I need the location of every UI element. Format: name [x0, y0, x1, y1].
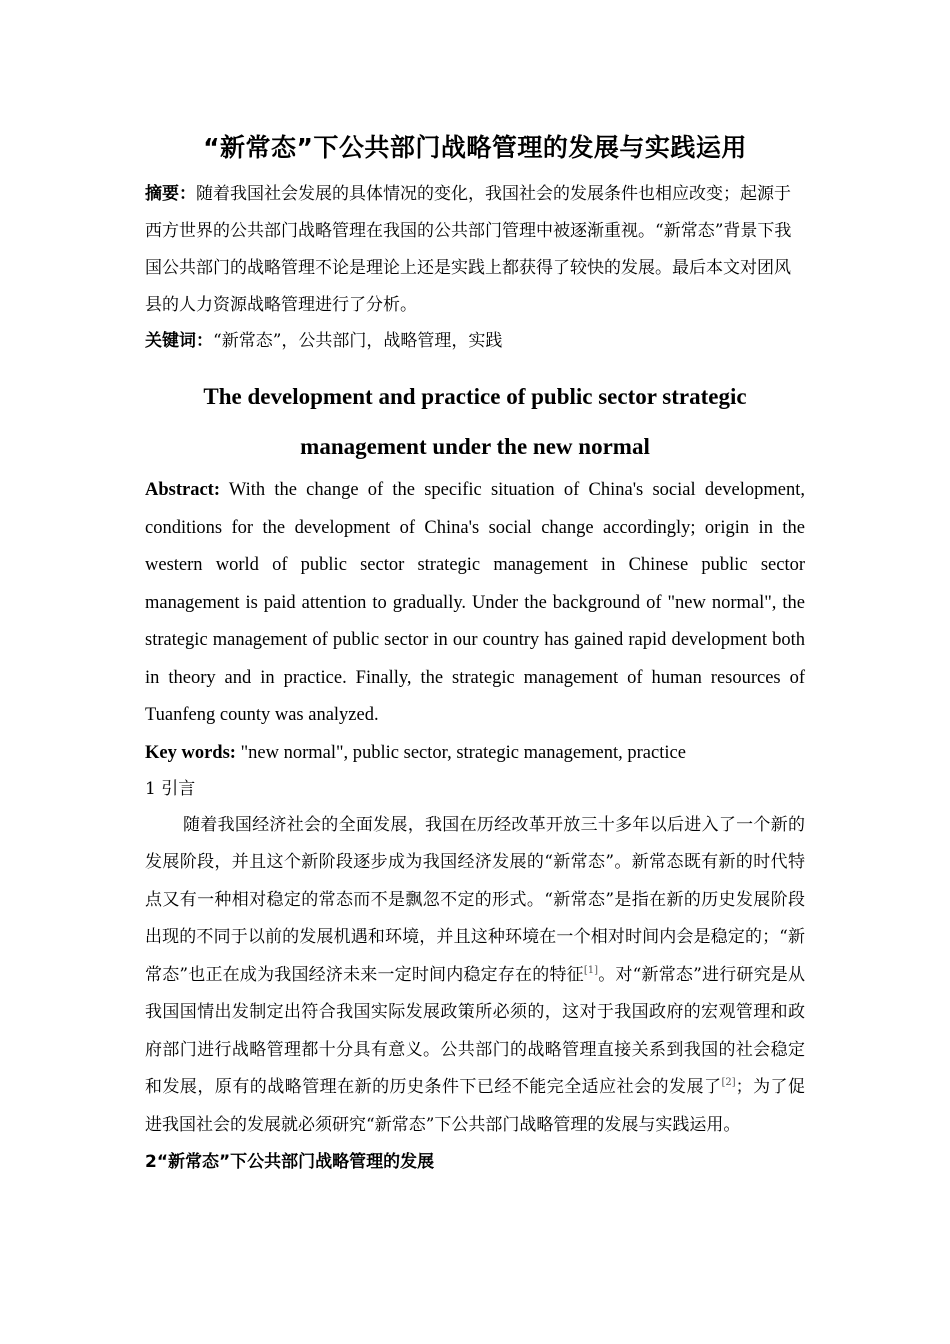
english-keywords	[145, 735, 805, 771]
chinese-abstract-text: 随着我国社会发展的具体情况的变化，我国社会的发展条件也相应改变；起源于西方世界的公共部门战略管理在我国的公共部门管理中被逐渐重视。“新常态”背景下我国公共部门的战略管理不论是理论上还是实践上都获得了较快的发展。最后本文对团风县的人力资源战略管理进行了分析。	[145, 184, 792, 315]
english-abstract-label: Abstract:	[145, 480, 221, 500]
english-keywords-label: Key words:	[145, 742, 236, 763]
chinese-title: “新常态”下公共部门战略管理的发展与实践运用	[203, 133, 747, 162]
english-title-line1: The development and practice of public sector strategic	[203, 384, 747, 409]
english-title	[145, 372, 805, 472]
section-1-text-part3: ；为了促进我国社会的发展就必须研究“新常态”下公共部门战略管理的发展与实践运用。	[145, 1077, 806, 1135]
chinese-keywords-text: “新常态”，公共部门，战略管理，实践	[213, 331, 503, 351]
citation-1[interactable]: [1]	[583, 964, 599, 976]
page-content	[145, 128, 805, 1180]
citation-2[interactable]: [2]	[721, 1077, 736, 1088]
chinese-keywords	[145, 324, 805, 358]
english-abstract-text: With the change of the specific situation of China's social development, conditions for the development of China's social change accordingly; origin in the western world of public sector strategic management in Chinese public sector management is paid attention to gradually. Under the background of "new normal", the strategic management of public sector in our country has gained rapid development both in theory and in practice. Finally, the strategic management of human resources of Tuanfeng county was analyzed.	[145, 480, 805, 725]
section-2-heading: 2“新常态”下公共部门战略管理的发展	[145, 1152, 435, 1172]
section-1-text-part1: 随着我国经济社会的全面发展，我国在历经改革开放三十多年以后进入了一个新的发展阶段，并且这个新阶段逐步成为我国经济发展的“新常态”。新常态既有新的时代特点又有一种相对稳定的常态而不是飘忽不定的形式。“新常态”是指在新的历史发展阶段出现的不同于以前的发展机遇和环境，并且这种环境在一个相对时间内会是稳定的；“新常态”也正在成为我国经济未来一定时间内稳定存在的特征	[145, 814, 805, 985]
english-keywords-text: "new normal", public sector, strategic management, practice	[240, 742, 686, 763]
chinese-abstract	[145, 176, 805, 324]
chinese-abstract-label: 摘要：	[145, 184, 196, 204]
chinese-keywords-label: 关键词：	[145, 331, 213, 351]
section-1-heading: 1 引言	[145, 778, 196, 799]
english-abstract	[145, 472, 805, 735]
section-1-paragraph	[145, 807, 805, 1145]
section-1-text-part2: 。对“新常态”进行研究是从我国国情出发制定出符合我国实际发展政策所必须的，这对于我国政府的宏观管理和政府部门进行战略管理都十分具有意义。公共部门的战略管理直接关系到我国的社会稳定和发展，原有的战略管理在新的历史条件下已经不能完全适应社会的发展了	[145, 964, 805, 1097]
english-title-line2: management under the new normal	[300, 434, 650, 459]
